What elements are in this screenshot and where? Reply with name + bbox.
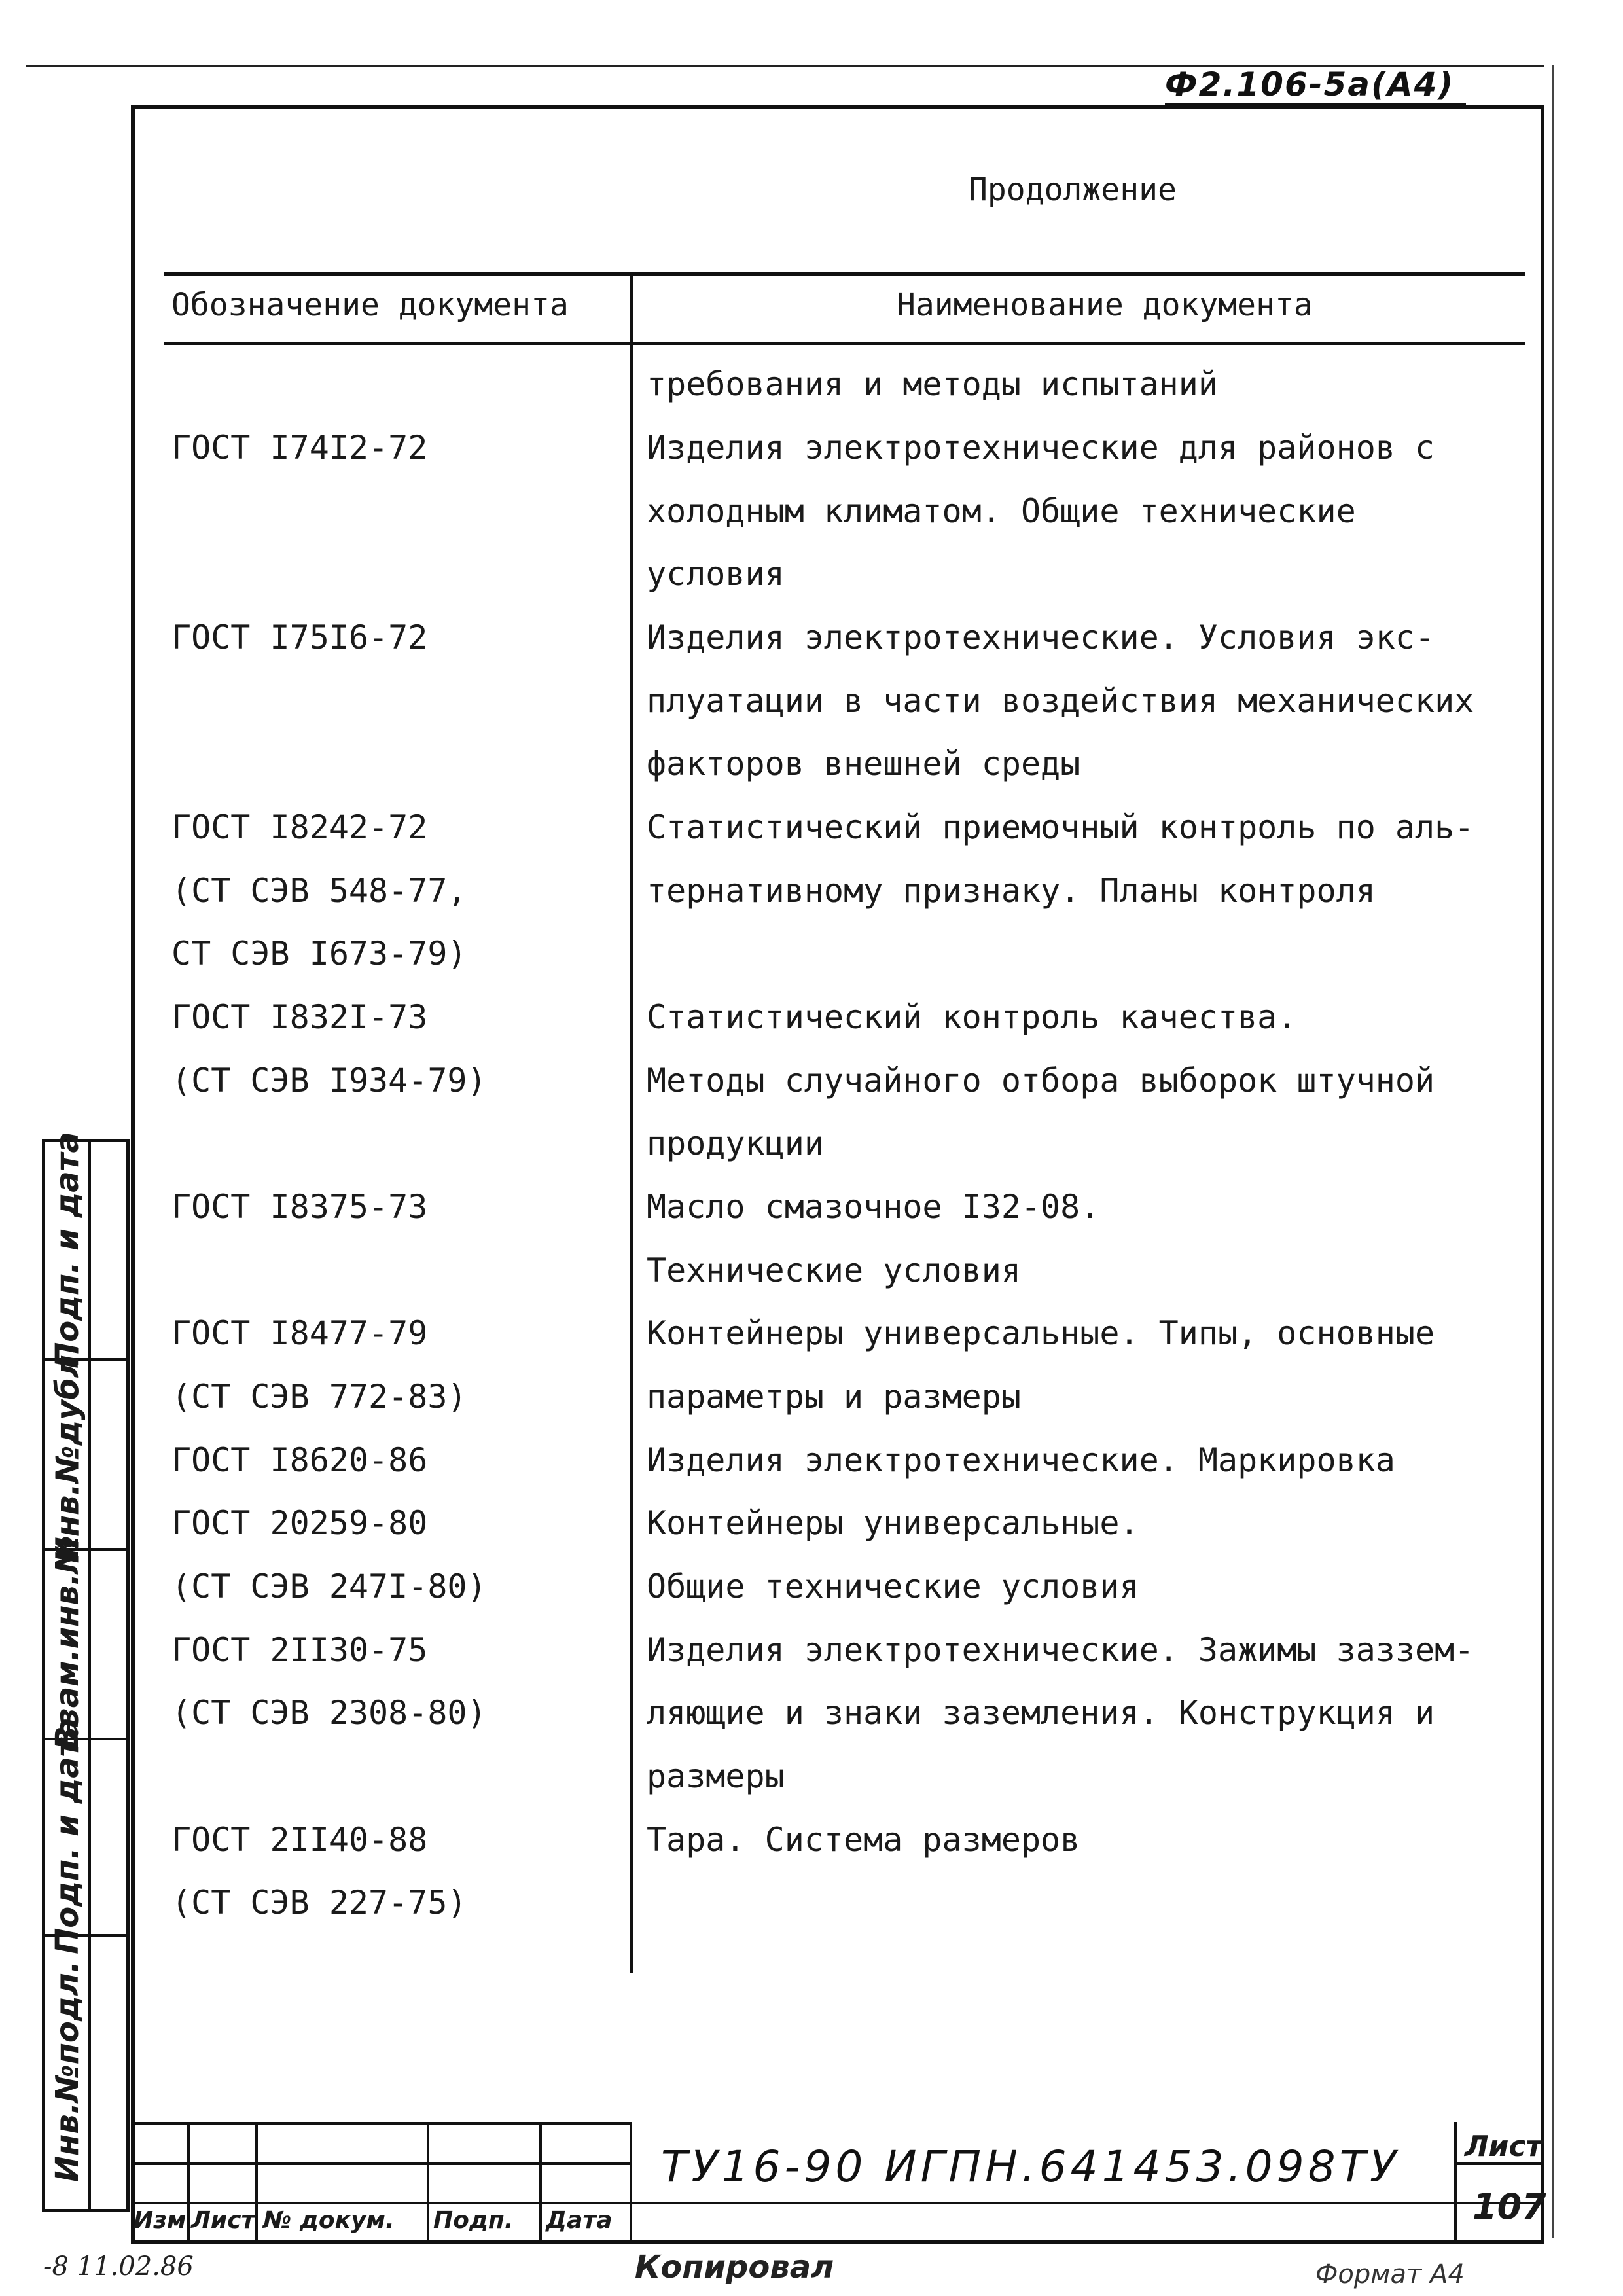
column-separator xyxy=(630,272,633,1973)
document-name-line: ляющие и знаки заземления. Конструкция и xyxy=(647,1694,1435,1732)
document-name-line: Масло смазочное I32-08. xyxy=(647,1188,1100,1226)
document-name-line: Изделия электротехнические. Зажимы заззем- xyxy=(647,1631,1474,1669)
designation-line: (СТ СЭВ 2308-80) xyxy=(171,1694,487,1732)
document-name-line: холодным климатом. Общие технические xyxy=(647,492,1356,530)
document-code: ТУ16-90 ИГПН.641453.098ТУ xyxy=(661,2142,1400,2192)
title-block-col xyxy=(1454,2122,1457,2240)
designation-line: ГОСТ I8477-79 xyxy=(171,1314,428,1352)
continuation-label: Продолжение xyxy=(969,171,1177,208)
designation-line: СТ СЭВ I673-79) xyxy=(171,935,467,973)
designation-line: (СТ СЭВ 247I-80) xyxy=(171,1568,487,1605)
header-document-name: Наименование документа xyxy=(897,287,1313,323)
designation-line: ГОСТ 2II40-88 xyxy=(171,1821,428,1859)
designation-line: ГОСТ I8242-72 xyxy=(171,808,428,846)
title-head-doc-no: № докум. xyxy=(263,2207,395,2234)
table-header-bottom-rule xyxy=(164,342,1525,345)
document-name-line: продукции xyxy=(647,1124,824,1162)
title-block-rule xyxy=(135,2122,630,2125)
stamp-label-sign-date: Подп. и дата xyxy=(49,1132,86,1369)
designation-line: ГОСТ I832I-73 xyxy=(171,998,428,1036)
header-document-designation: Обозначение документа xyxy=(171,287,569,323)
document-name-line: параметры и размеры xyxy=(647,1378,1021,1416)
document-name-line: Контейнеры универсальные. xyxy=(647,1504,1139,1542)
title-head-change: Изм xyxy=(134,2207,187,2234)
side-stamp xyxy=(42,1132,130,2212)
outer-border-line xyxy=(1552,65,1554,2238)
document-name-line: Статистический приемочный контроль по аль- xyxy=(647,808,1474,846)
designation-line: ГОСТ I8375-73 xyxy=(171,1188,428,1226)
title-head-sign: Подп. xyxy=(433,2207,514,2234)
stamp-divider xyxy=(88,1142,91,2209)
page-frame xyxy=(131,105,1544,2244)
title-block-col xyxy=(187,2122,190,2240)
title-block-col xyxy=(427,2122,429,2240)
designation-line: ГОСТ I8620-86 xyxy=(171,1441,428,1479)
document-name-line: условия xyxy=(647,555,785,593)
designation-line: ГОСТ 2II30-75 xyxy=(171,1631,428,1669)
copied-label: Копировал xyxy=(635,2249,834,2286)
document-name-line: Контейнеры универсальные. Типы, основные xyxy=(647,1314,1435,1352)
document-name-line: плуатации в части воздействия механических xyxy=(647,682,1474,720)
designation-line: (СТ СЭВ 227-75) xyxy=(171,1884,467,1922)
designation-line: (СТ СЭВ I934-79) xyxy=(171,1062,487,1100)
document-name-line: Технические условия xyxy=(647,1251,1021,1289)
stamp-label-replace-inv: Взам.инв.№ xyxy=(49,1535,86,1750)
form-code: Ф2.106-5а(А4) xyxy=(1165,65,1466,109)
stamp-label-dup-inv: Инв.№дубл. xyxy=(49,1342,86,1564)
stamp-label-sign-date-2: Подп. и дата xyxy=(49,1717,86,1954)
title-head-sheet: Лист xyxy=(191,2207,255,2234)
designation-line: (СТ СЭВ 772-83) xyxy=(171,1378,467,1416)
document-name-line: Изделия электротехнические для районов с xyxy=(647,429,1435,467)
sheet-number: 107 xyxy=(1472,2186,1546,2227)
document-name-line: Общие технические условия xyxy=(647,1568,1139,1605)
title-block-rule xyxy=(135,2202,1541,2204)
handwritten-note: -8 11.02.86 xyxy=(43,2251,194,2282)
document-name-line: требования и методы испытаний xyxy=(647,365,1218,403)
table-header-top-rule xyxy=(164,272,1525,276)
title-head-date: Дата xyxy=(546,2207,613,2234)
document-name-line: тернативному признаку. Планы контроля xyxy=(647,872,1376,910)
format-label: Формат А4 xyxy=(1315,2259,1465,2289)
sheet-label: Лист xyxy=(1465,2130,1543,2163)
document-name-line: Тара. Система размеров xyxy=(647,1821,1080,1859)
document-name-line: факторов внешней среды xyxy=(647,745,1080,783)
title-block-col xyxy=(255,2122,258,2240)
title-block-rule xyxy=(135,2162,630,2165)
title-block-col xyxy=(539,2122,542,2240)
designation-line: ГОСТ I75I6-72 xyxy=(171,619,428,656)
document-name-line: размеры xyxy=(647,1757,785,1795)
document-name-line: Методы случайного отбора выборок штучной xyxy=(647,1062,1435,1100)
title-block-col xyxy=(630,2122,632,2240)
stamp-label-orig-inv: Инв.№подл. xyxy=(49,1961,86,2182)
document-name-line: Статистический контроль качества. xyxy=(647,998,1297,1036)
designation-line: ГОСТ I74I2-72 xyxy=(171,429,428,467)
designation-line: ГОСТ 20259-80 xyxy=(171,1504,428,1542)
designation-line: (СТ СЭВ 548-77, xyxy=(171,872,467,910)
document-name-line: Изделия электротехнические. Маркировка xyxy=(647,1441,1395,1479)
document-name-line: Изделия электротехнические. Условия экс- xyxy=(647,619,1435,656)
